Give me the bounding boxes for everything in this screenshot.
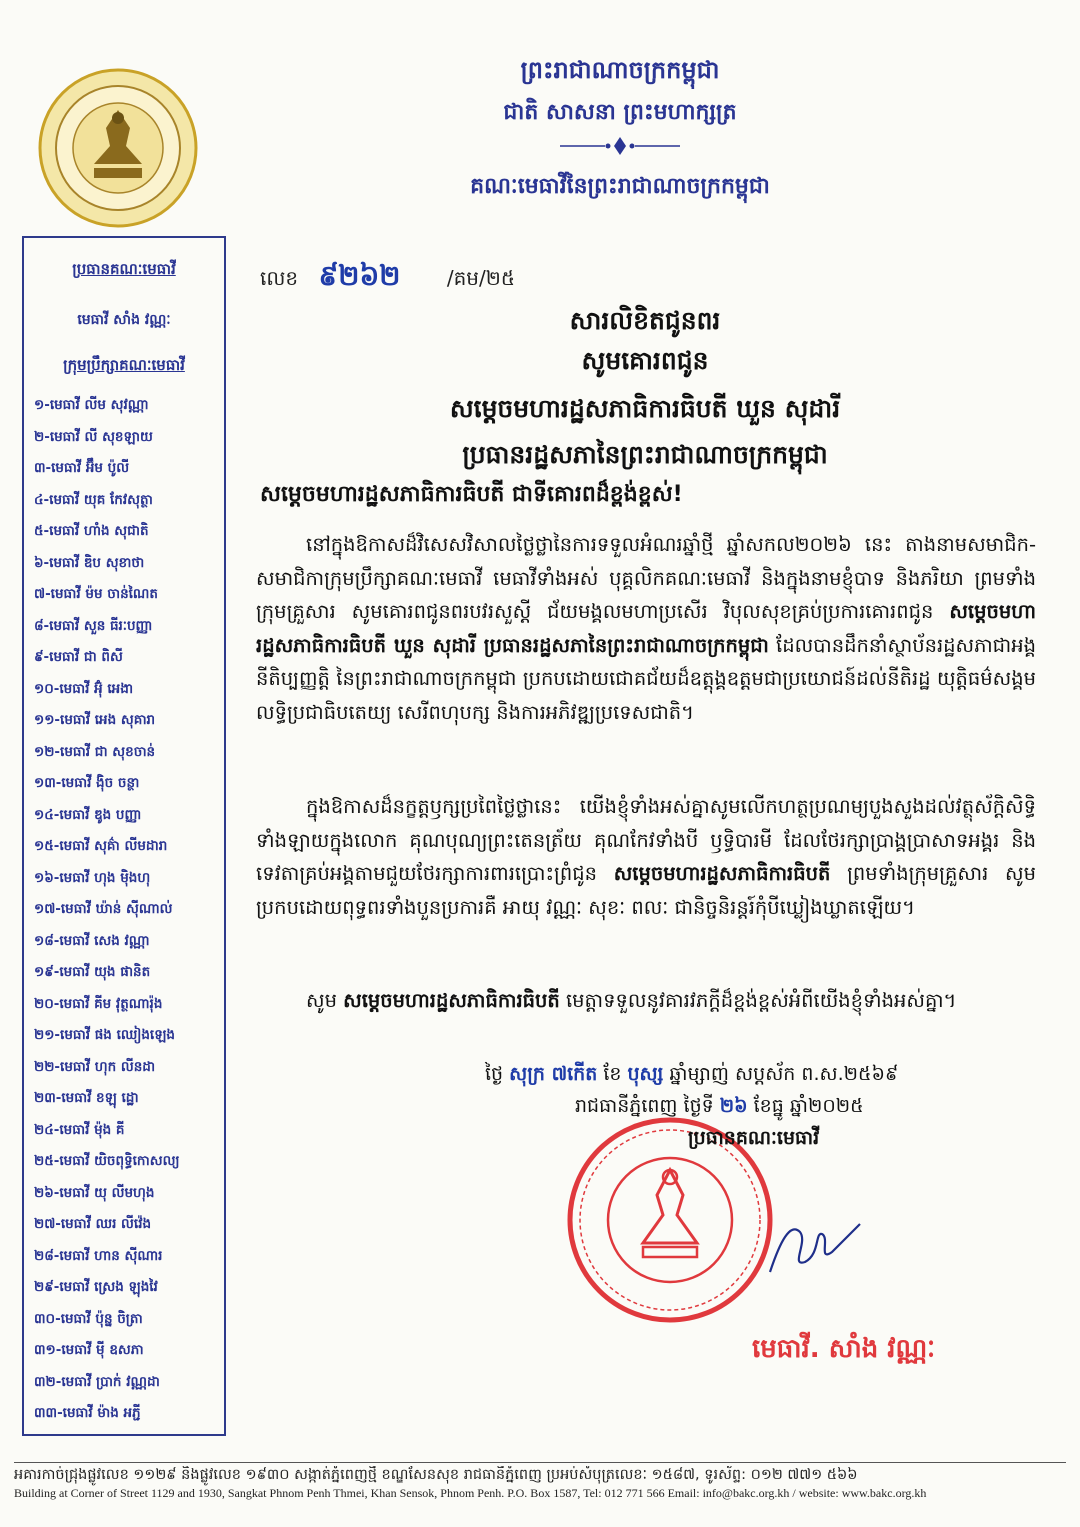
ornament-divider-icon <box>560 136 680 156</box>
council-member: ៩-មេធាវី ជា ពិសី <box>34 649 123 665</box>
handwritten-signature <box>760 1212 870 1282</box>
council-member: ១០-មេធាវី អ៊ុំ អេងា <box>34 680 134 697</box>
president-title: ប្រធានគណៈមេធាវី <box>72 260 176 278</box>
p2-text-b: ព្រមទាំងក្រុមគ្រួសារ សូមប្រកបដោយពុទ្ធពរទាំងបួនប្រការគឺ អាយុ វណ្ណៈ សុខៈ ពលៈ ជានិច្ចនិរន្តរ៍កុំបីឃ្លៀងឃ្លាតឡើយ។ <box>256 862 1036 919</box>
p1-text-b: ដែលបានដឹកនាំស្ថាប័នរដ្ឋសភាជាអង្គនីតិប្បញ្ញត្តិ នៃព្រះរាជាណាចក្រកម្ពុជា ប្រកបដោយជោគជ័យដ៏ឧត្តុង្គឧត្តមជាប្រយោជន៍ដល់នីតិរដ្ឋ យុត្តិធម៌សង្គម លទ្ធិប្រជាធិបតេយ្យ សេរីពហុបក្ស និងការអភិវឌ្ឍប្រទេសជាតិ។ <box>256 633 1036 724</box>
date-day-label: ថ្ងៃ <box>485 1063 504 1085</box>
footer-address-khmer: អគារកាច់ជ្រុងផ្លូវលេខ ១១២៩ និងផ្លូវលេខ ១៩៣០ សង្កាត់ភ្នំពេញថ្មី ខណ្ឌសែនសុខ រាជធានីភ្នំពេញ ប្រអប់សំបុត្រលេខៈ ១៥៨៧, ទូរស័ព្ទ: ០១២ ៧៧១ ៥៦៦ <box>14 1467 858 1483</box>
addressee-name: សម្តេចមហារដ្ឋសភាធិការធិបតី ឃួន សុដារី <box>449 394 841 423</box>
date-year: ឆ្នាំម្សាញ់ សប្តស័ក ព.ស.២៥៦៩ <box>669 1063 899 1085</box>
bar-association-seal <box>38 68 198 228</box>
council-member: ២២-មេធាវី ហុក លីនដា <box>34 1058 156 1075</box>
addressee-line: សូមគោរពជូន <box>581 346 709 375</box>
p2-text-a: ក្នុងឱកាសដ៏នក្ខត្តឫក្សប្រពៃថ្លៃថ្លានេះ យើងខ្ញុំទាំងអស់គ្នាសូមលើកហត្ថប្រណម្យបួងសួងដល់វត្ថុស័ក្តិសិទ្ធិទាំងឡាយក្នុងលោក គុណបុណ្យព្រះតេនត្រ័យ គុណកែវទាំងបី ឫទ្ធិបារមី ដែលថែរក្សាប្រាង្គប្រាសាទអង្គរ និងទេវតាគ្រប់អង្គតាមជួយថែរក្សាការពារប្រោះព្រំជូន <box>256 795 1036 885</box>
footer-address-english: Building at Corner of Street 1129 and 1930, Sangkat Phnom Penh Thmei, Khan Sensok, Phnom Penh. P.O. Box 1587, Tel: 012 771 566 Email: info@bakc.org.kh / website: www.bakc.org.kh <box>14 1486 927 1500</box>
p2-bold: សម្តេចមហារដ្ឋសភាធិការធិបតី <box>613 862 831 885</box>
letter-reference <box>260 258 515 299</box>
lunar-date <box>485 1062 898 1090</box>
council-sidebar <box>22 236 226 1436</box>
council-member: ៦-មេធាវី ឌិប សុខាថា <box>34 554 145 571</box>
date-month-value: បុស្ស <box>627 1063 664 1085</box>
p3-text-b: មេត្តាទទួលនូវគារវភក្តីដ៏ខ្ពង់ខ្ពស់អំពីយើងខ្ញុំទាំងអស់គ្នា។ <box>565 989 957 1012</box>
salutation: សម្តេចមហារដ្ឋសភាធិការធិបតី ជាទីគោរពដ៏ខ្ពង់ខ្ពស់! <box>260 482 683 507</box>
national-motto: ជាតិ សាសនា ព្រះមហាក្សត្រ <box>503 100 737 125</box>
date2-suffix: ខែធ្នូ ឆ្នាំ២០២៥ <box>753 1095 864 1117</box>
council-member: ៨-មេធាវី សួន ធីរៈបញ្ញា <box>34 617 153 634</box>
p1-bold: សម្តេចមហារដ្ឋសភាធិការធិបតី ឃួន សុដារី ប្រធានរដ្ឋសភានៃព្រះរាជាណាចក្រកម្ពុជា <box>256 600 1037 657</box>
ref-label: លេខ <box>260 266 299 290</box>
council-member: ៥-មេធាវី ហាំង សុជាតិ <box>34 523 149 539</box>
date-month-label: ខែ <box>603 1063 622 1085</box>
council-member: ៤-មេធាវី យុគ កែវសុត្ថា <box>34 491 153 508</box>
council-member: ៣០-មេធាវី ប៉ុន្ន ចិត្រា <box>34 1310 143 1327</box>
footer-divider <box>14 1462 1066 1463</box>
date2-day: ២៦ <box>719 1095 748 1117</box>
council-member: ១-មេធាវី លីម សុវណ្ណា <box>34 397 149 413</box>
paragraph-3 <box>256 984 1036 1018</box>
council-member: ១៧-មេធាវី ឃ៉ាន់ ស៊ីណាល់ <box>34 901 173 917</box>
council-member: ២៩-មេធាវី ស្រេង ឡុងវៃ <box>34 1279 158 1295</box>
council-member: ២៧-មេធាវី ឈរ លីវ៉េង <box>34 1216 152 1232</box>
signer-name: មេធាវី. សាំង វណ្ណៈ <box>752 1334 936 1364</box>
ref-number: ៩២៦២ <box>318 259 401 292</box>
council-member: ១៤-មេធាវី ឌូង បញ្ញា <box>34 806 142 823</box>
president-name: មេធាវី សាំង វណ្ណៈ <box>77 312 171 328</box>
letter-title: សារលិខិតជូនពរ <box>569 306 721 335</box>
council-member: ២៨-មេធាវី ហាន ស៊ីណារ <box>34 1247 163 1264</box>
council-member: ៣-មេធាវី អ៊ឹម ប៉ូលី <box>34 460 130 476</box>
council-member: ៧-មេធាវី ម៉ម ចាន់ណៃត <box>34 586 158 602</box>
council-member: ៣២-មេធាវី ប្រាក់ វណ្ណដា <box>34 1373 160 1390</box>
council-member: ២៤-មេធាវី ម៉ុង គី <box>34 1121 125 1138</box>
p1-text-a: នៅក្នុងឱកាសដ៏វិសេសវិសាលថ្លៃថ្លានៃការទទួលអំណរឆ្នាំថ្មី ឆ្នាំសកល២០២៦ នេះ តាងនាមសមាជិក-សមាជិកាក្រុមប្រឹក្សាគណៈមេធាវី មេធាវីទាំងអស់ បុគ្គលិកគណៈមេធាវី និងក្នុងនាមខ្ញុំបាទ និងភរិយា ព្រមទាំងក្រុមគ្រួសារ សូមគោរពជូនពរបវរសួស្តី ជ័យមង្គលមហាប្រសើរ វិបុលសុខគ្រប់ប្រការគោរពជូន <box>256 533 1036 623</box>
council-member: ២០-មេធាវី គីម វុត្ថណារ៉ុង <box>34 995 163 1012</box>
ref-suffix: /គម/២៥ <box>446 266 516 290</box>
council-member: ១៨-មេធាវី សេង វណ្ណា <box>34 932 150 949</box>
council-member: ១៥-មេធាវី សុគ៌ា លីមដារា <box>34 838 168 854</box>
council-member: ១១-មេធាវី អេង សុគារា <box>34 712 156 728</box>
date2-prefix: រាជធានីភ្នំពេញ ថ្ងៃទី <box>575 1095 714 1117</box>
p3-text-a: សូម <box>306 989 337 1012</box>
council-member: ២៣-មេធាវី ខឡុ ដ្ឋោ <box>34 1090 139 1106</box>
organization-name: គណៈមេធាវីនៃព្រះរាជាណាចក្រកម្ពុជា <box>470 174 770 199</box>
kingdom-heading: ព្រះរាជាណាចក្រកម្ពុជា <box>520 56 720 84</box>
signer-title: ប្រធានគណៈមេធាវី <box>688 1127 820 1149</box>
date-day-value: សុក្រ ៧កើត <box>509 1063 598 1085</box>
council-member: ១២-មេធាវី ជា សុខចាន់ <box>34 743 156 760</box>
council-member: ២៦-មេធាវី យុ លីមហុង <box>34 1184 155 1201</box>
p3-bold: សម្តេចមហារដ្ឋសភាធិការធិបតី <box>343 989 560 1012</box>
addressee-position: ប្រធានរដ្ឋសភានៃព្រះរាជាណាចក្រកម្ពុជា <box>462 440 828 469</box>
council-member: ៣៣-មេធាវី ម៉ាង អភ្ជី <box>34 1405 141 1421</box>
council-member: ១៩-មេធាវី យុង ផានិត <box>34 964 151 980</box>
council-member: ១៦-មេធាវី ហុង ម៉ិងហុ <box>34 869 151 886</box>
council-member: ១៣-មេធាវី ង៉ិច ចន្ថា <box>34 775 140 791</box>
council-member: ២-មេធាវី លី សុខឡាយ <box>34 428 153 445</box>
paragraph-1 <box>256 528 1036 729</box>
council-member: ២១-មេធាវី ផង ឈៀងឡេង <box>34 1027 175 1043</box>
council-title: ក្រុមប្រឹក្សាគណៈមេធាវី <box>63 356 185 374</box>
paragraph-2 <box>256 790 1036 924</box>
council-member: ៣១-មេធាវី ម៉ី ឧសភា <box>34 1342 144 1358</box>
council-member: ២៥-មេធាវី យិចពុទ្ធិកោសល្យ <box>34 1153 180 1169</box>
